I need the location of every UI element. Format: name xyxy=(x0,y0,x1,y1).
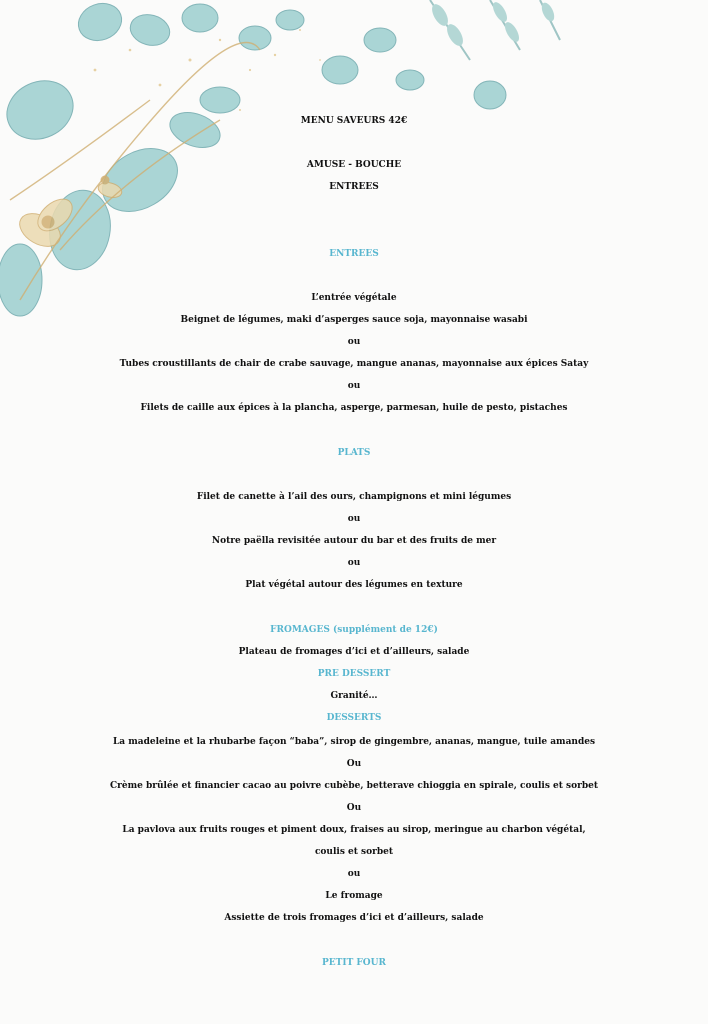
entree-item: Filets de caille aux épices à la plancha, asperge, parmesan, huile de pesto, pistaches xyxy=(140,403,568,413)
plat-separator: ou xyxy=(347,558,361,568)
plats-heading: PLATS xyxy=(337,448,371,458)
dessert-item: La pavlova aux fruits rouges et piment doux, fraises au sirop, meringue au charbon végétal, xyxy=(122,825,586,835)
pre-dessert-heading: PRE DESSERT xyxy=(317,669,391,679)
dessert-item: La madeleine et la rhubarbe façon “baba”, sirop de gingembre, ananas, mangue, tuile amandes xyxy=(112,737,596,747)
fromage-item: Plateau de fromages d’ici et d’ailleurs, salade xyxy=(238,647,470,657)
entree-item: Beignet de légumes, maki d’asperges sauce soja, mayonnaise wasabi xyxy=(180,315,528,325)
menu-title: MENU SAVEURS 42€ xyxy=(300,116,408,126)
dessert-item: Le fromage xyxy=(325,891,383,901)
dessert-item: Assiette de trois fromages d’ici et d’ailleurs, salade xyxy=(224,913,484,923)
dessert-separator: Ou xyxy=(346,759,362,769)
pre-dessert-item: Granité… xyxy=(330,691,378,701)
entree-separator: ou xyxy=(347,381,361,391)
entree-item: Tubes croustillants de chair de crabe sauvage, mangue ananas, mayonnaise aux épices Satay xyxy=(119,359,589,369)
fromages-heading: FROMAGES (supplément de 12€) xyxy=(270,625,438,635)
entree-separator: ou xyxy=(347,337,361,347)
petit-four-heading: PETIT FOUR xyxy=(322,958,386,968)
dessert-separator: Ou xyxy=(346,803,362,813)
dessert-item: Crème brûlée et financier cacao au poivre cubèbe, betterave chioggia en spirale, coulis et sorbet xyxy=(109,781,599,791)
dessert-item: coulis et sorbet xyxy=(314,847,394,857)
plat-item: Plat végétal autour des légumes en texture xyxy=(245,580,463,590)
amuse-bouche-label: AMUSE - BOUCHE xyxy=(306,160,402,170)
desserts-heading: DESSERTS xyxy=(326,713,382,723)
entrees-intro-label: ENTREES xyxy=(329,182,379,192)
dessert-separator: ou xyxy=(347,869,361,879)
plat-separator: ou xyxy=(347,514,361,524)
plat-item: Notre paëlla revisitée autour du bar et des fruits de mer xyxy=(211,536,497,546)
plat-item: Filet de canette à l’ail des ours, champignons et mini légumes xyxy=(196,492,512,502)
entree-item: L’entrée végétale xyxy=(311,293,397,303)
entrees-heading: ENTREES xyxy=(329,249,379,259)
